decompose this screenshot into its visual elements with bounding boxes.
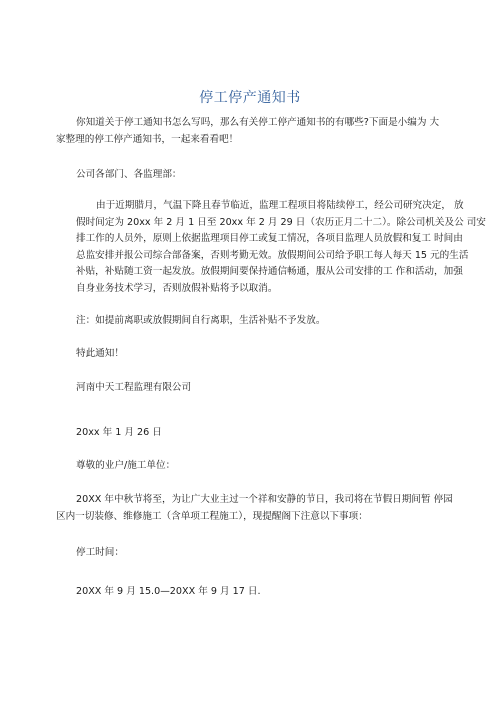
stop-time-value: 20XX 年 9 月 15.0—20XX 年 9 月 17 日.: [76, 586, 261, 597]
body-line: 由于近期腊月，气温下降且春节临近，监理工程项目将陆续停工，经公司研究决定， 放: [96, 200, 464, 211]
salutation-departments: 公司各部门、各监理部：: [76, 169, 182, 180]
intro-line: 你知道关于停工通知书怎么写吗，那么有关停工停产通知书的有哪些?下面是小编为 大: [76, 117, 440, 128]
salutation-residents: 尊敬的业户/施工单位：: [76, 460, 176, 471]
company-name: 河南中天工程监理有限公司: [76, 382, 192, 393]
special-notice: 特此通知！: [76, 348, 124, 359]
body-line: 补贴，补贴随工资一起发放。放假期间要保持通信畅通，服从公司安排的工 作和活动，加强: [76, 266, 463, 277]
note-text: 注：如提前离职或放假期间自行离职，生活补贴不予发放。: [76, 315, 326, 326]
document-title: 停工停产通知书: [199, 90, 301, 106]
intro-paragraph: [56, 115, 440, 148]
body-paragraph-holiday: [76, 198, 486, 297]
body-paragraph-midautumn: [56, 492, 453, 525]
body-line: 排工作的人员外，原则上依据监理项目停工或复工情况，各项目监理人员放假和复工 时间由: [76, 233, 463, 244]
intro-line: 家整理的停工停产通知书，一起来看看吧！: [56, 133, 239, 145]
body-line: 总监安排并报公司综合部备案，否则考勤无效。放假期间公司给予职工每人每天 15 元的生活: [76, 249, 469, 261]
body-line: 自身业务技术学习，否则放假补贴将予以取消。: [76, 282, 278, 294]
body-line: 假时间定为 20xx 年 2 月 1 日至 20xx 年 2 月 29 日（农历正月二十二）。除公司机关及公 司安: [76, 216, 486, 228]
stop-time-label: 停工时间：: [76, 547, 124, 558]
body-line: 20XX 年中秋节将至，为让广大业主过一个祥和安静的节日，我司将在节假日期间暂 停园: [76, 494, 453, 505]
notice-date: 20xx 年 1 月 26 日: [76, 427, 162, 438]
body-line: 区内一切装修、维修施工（含单项工程施工），现提醒阁下注意以下事项：: [56, 510, 368, 522]
